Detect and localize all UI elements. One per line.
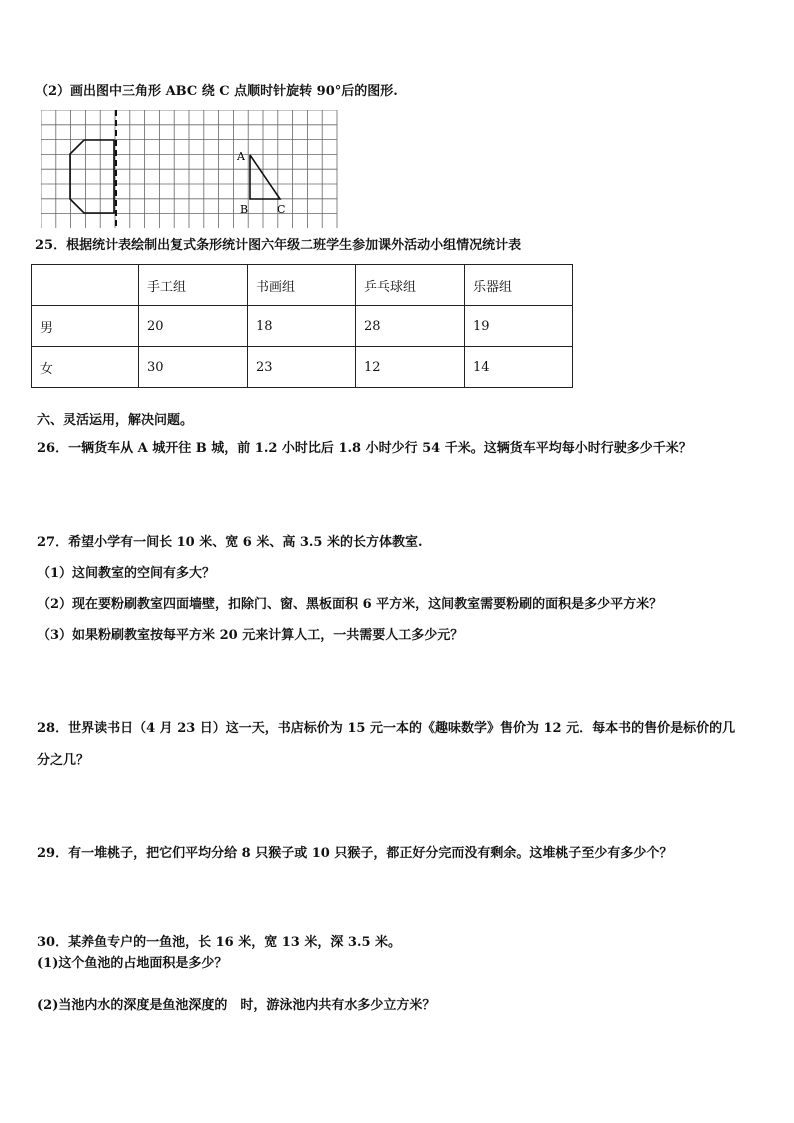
table-cell: 女 (32, 347, 139, 388)
label-a: A (237, 150, 245, 163)
table-header-cell (32, 265, 139, 306)
question-24-part-2: （2）画出图中三角形 ABC 绕 C 点顺时针旋转 90°后的图形. (35, 84, 398, 99)
triangle-abc (250, 155, 280, 199)
table-header-cell: 乒乓球组 (356, 265, 465, 306)
question-28-line-2: 分之几？ (37, 753, 90, 768)
hexagon-shape (70, 140, 114, 213)
question-25: 25．根据统计表绘制出复式条形统计图六年级二班学生参加课外活动小组情况统计表 (35, 238, 522, 253)
table-cell: 19 (465, 306, 573, 347)
table-row (32, 306, 573, 347)
section-6-heading: 六、灵活运用，解决问题。 (37, 413, 194, 428)
table-row (32, 347, 573, 388)
question-29: 29．有一堆桃子，把它们平均分给 8 只猴子或 10 只猴子，都正好分完而没有剩余。这堆桃子至少有多少个？ (37, 846, 673, 861)
table-cell: 12 (356, 347, 465, 388)
label-c: C (277, 203, 286, 216)
question-27: 27．希望小学有一间长 10 米、宽 6 米、高 3.5 米的长方体教室. (37, 535, 423, 550)
table-header-cell: 书画组 (248, 265, 356, 306)
table-cell: 20 (139, 306, 248, 347)
grid-figure (41, 110, 341, 232)
table-header-cell: 手工组 (139, 265, 248, 306)
question-28-line-1: 28．世界读书日（4 月 23 日）这一天，书店标价为 15 元一本的《趣味数学》售价为 12 元．每本书的售价是标价的几 (37, 721, 736, 736)
rotation-grid (41, 110, 341, 228)
table-cell: 28 (356, 306, 465, 347)
table-cell: 30 (139, 347, 248, 388)
question-30-part-1: (1)这个鱼池的占地面积是多少？ (37, 956, 228, 971)
table-header-row (32, 265, 573, 306)
stats-table (31, 264, 573, 388)
label-b: B (240, 203, 249, 216)
table-cell: 18 (248, 306, 356, 347)
question-30-part-2: (2)当池内水的深度是鱼池深度的 时，游泳池内共有水多少立方米？ (37, 998, 436, 1013)
question-27-part-1: （1）这间教室的空间有多大？ (37, 566, 216, 581)
table-cell: 男 (32, 306, 139, 347)
table-cell: 23 (248, 347, 356, 388)
question-27-part-3: （3）如果粉刷教室按每平方米 20 元来计算人工，一共需要人工多少元？ (37, 628, 464, 643)
question-27-part-2: （2）现在要粉刷教室四面墙壁，扣除门、窗、黑板面积 6 平方米，这间教室需要粉刷的面积是多少平方米？ (37, 597, 663, 612)
table-cell: 14 (465, 347, 573, 388)
question-30: 30．某养鱼专户的一鱼池，长 16 米，宽 13 米，深 3.5 米。 (37, 935, 402, 950)
table-header-cell: 乐器组 (465, 265, 573, 306)
question-26: 26．一辆货车从 A 城开往 B 城，前 1.2 小时比后 1.8 小时少行 54 千米。这辆货车平均每小时行驶多少千米？ (37, 441, 692, 456)
